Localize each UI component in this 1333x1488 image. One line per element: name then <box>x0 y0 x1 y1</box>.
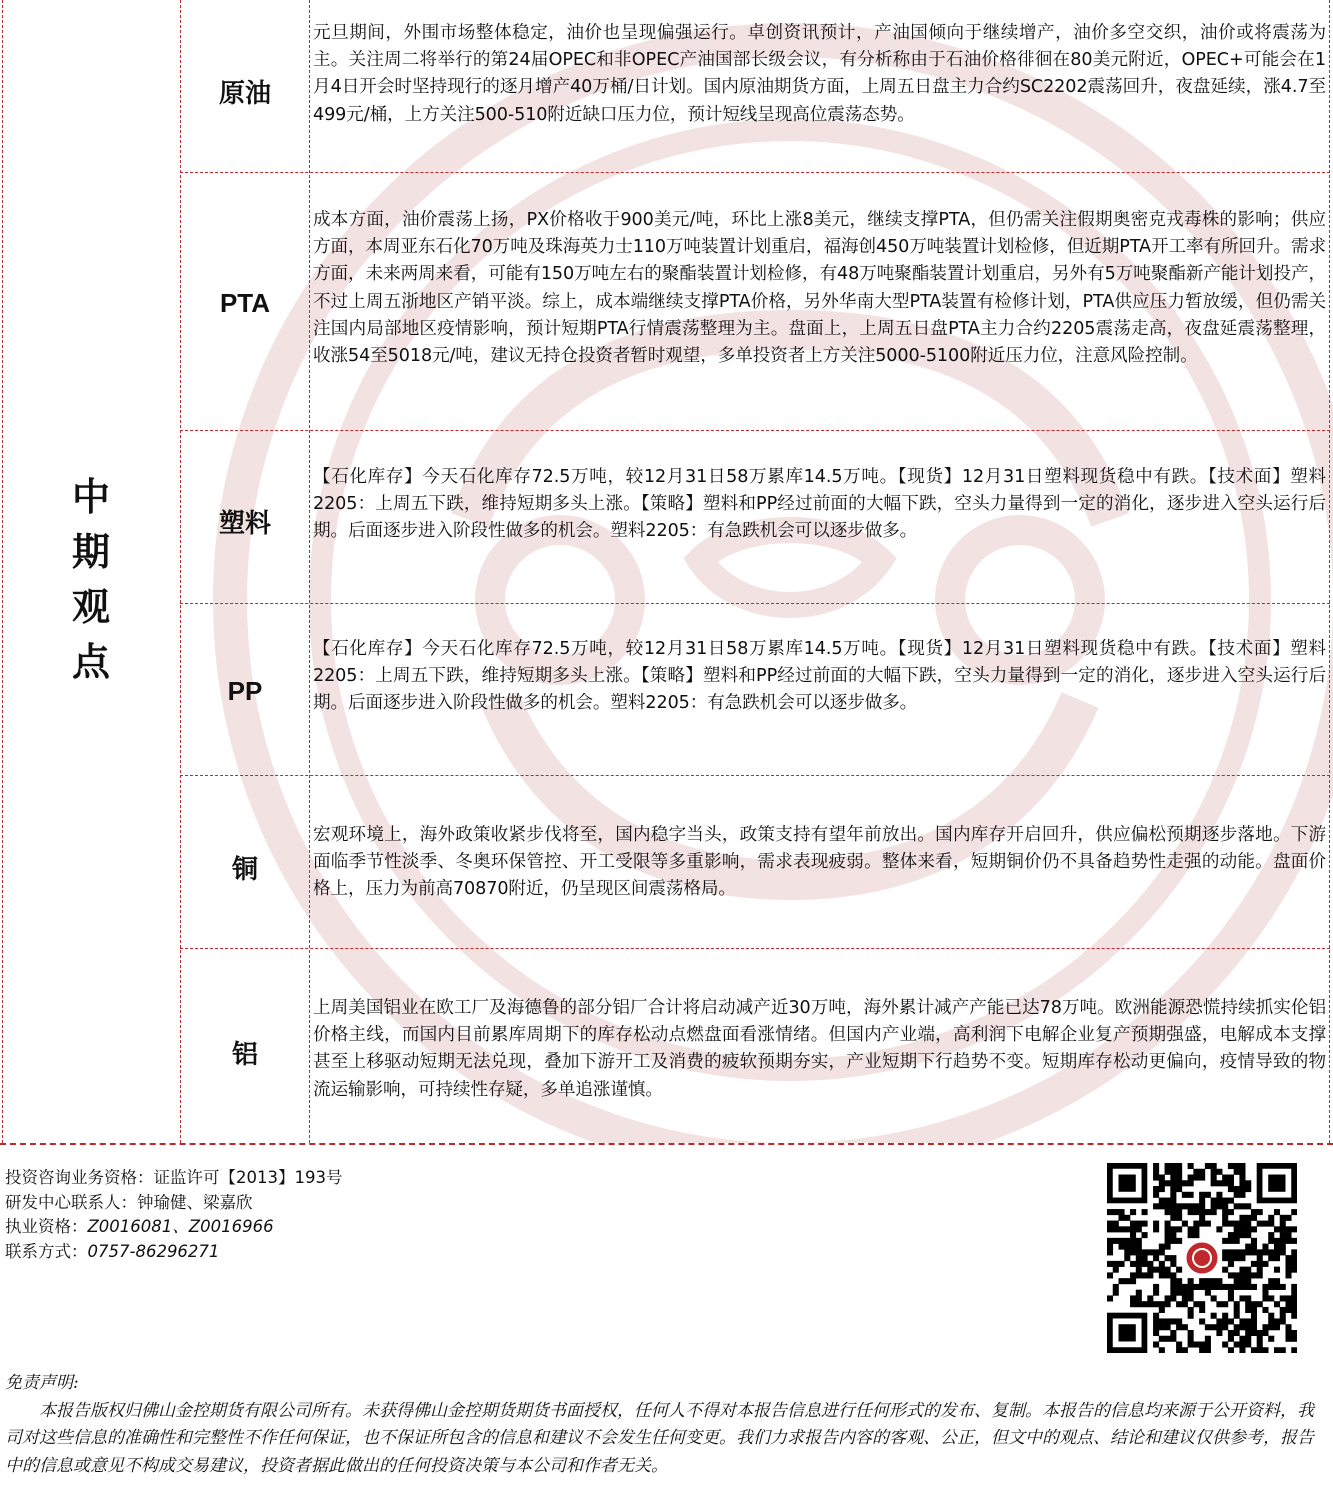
row-name-pp: PP <box>227 676 263 706</box>
phone-line: 联系方式：0757-86296271 <box>5 1241 220 1261</box>
row-text-aluminum: 上周美国铝业在欧工厂及海德鲁的部分铝厂合计将启动减产近30万吨，海外累计减产产能已达78万吨。欧洲能源恐慌持续抓实伦铝价格主线，而国内目前累库周期下的库存松动点燃盘面看涨情绪。但国内产业端，高利润下电解企业复产预期强盛，电解成本支撑甚至上移驱动短期无法兑现，叠加下游开工及消费的疲软预期夯实，产业短期下行趋势不变。短期库存松动更偏向，疫情导致的物流运输影响，可持续性存疑，多单追涨谨慎。 <box>313 998 1326 1100</box>
disclaimer <box>5 1370 1325 1480</box>
section-label-medium-term-view: 中 期 观 点 <box>71 475 110 684</box>
contact-person-line: 研发中心联系人：钟瑜健、梁嘉欣 <box>5 1192 253 1212</box>
qualification-line: 执业资格：Z0016081、Z0016966 <box>5 1217 274 1237</box>
row-name-pta: PTA <box>219 288 271 318</box>
disclaimer-body: 本报告版权归佛山金控期货有限公司所有。未获得佛山金控期货期货书面授权，任何人不得对本报告信息进行任何形式的发布、复制。本报告的信息均来源于公开资料，我司对这些信息的准确性和完整性不作任何保证，也不保证所包含的信息和建议不会发生任何变更。我们力求报告内容的客观、公正，但文中的观点、结论和建议仅供参考，报告中的信息或意见不构成交易建议，投资者据此做出的任何投资决策与本公司和作者无关。 <box>5 1400 1314 1476</box>
contact-info <box>5 1166 343 1264</box>
row-text-pta: 成本方面，油价震荡上扬，PX价格收于900美元/吨，环比上涨8美元，继续支撑PTA，但仍需关注假期奥密克戎毒株的影响；供应方面，本周亚东石化70万吨及珠海英力士110万吨装置计划重启，福海创450万吨装置计划检修，但近期PTA开工率有所回升。需求方面，未来两周来看，可能有150万吨左右的聚酯装置计划检修，有48万吨聚酯装置计划重启，另外有5万吨聚酯新产能计划投产，不过上周五浙地区产销平淡。综上，成本端继续支撑PTA价格，另外华南大型PTA装置有检修计划，PTA供应压力暂放缓，但仍需关注国内局部地区疫情影响，预计短期PTA行情震荡整理为主。盘面上，上周五日盘PTA主力合约2205震荡走高，夜盘延震荡整理，收涨54至5018元/吨，建议无持仓投资者暂时观望，多单投资者上方关注5000-5100附近压力位，注意风险控制。 <box>313 210 1326 367</box>
disclaimer-title: 免责声明: <box>5 1373 79 1393</box>
row-text-plastic: 【石化库存】今天石化库存72.5万吨，较12月31日58万累库14.5万吨。【现货】12月31日塑料现货稳中有跌。【技术面】塑料2205：上周五下跌，维持短期多头上涨。【策略】塑料和PP经过前面的大幅下跌，空头力量得到一定的消化，逐步进入空头运行后期。后面逐步进入阶段性做多的机会。塑料2205：有急跌机会可以逐步做多。 <box>313 467 1326 542</box>
row-text-copper: 宏观环境上，海外政策收紧步伐将至，国内稳字当头，政策支持有望年前放出。国内库存开启回升，供应偏松预期逐步落地。下游面临季节性淡季、冬奥环保管控、开工受限等多重影响，需求表现疲弱。整体来看，短期铜价仍不具备趋势性走强的动能。盘面价格上，压力为前高70870附近，仍呈现区间震荡格局。 <box>313 825 1326 900</box>
row-name-aluminum: 铝 <box>231 1039 258 1069</box>
license-line: 投资咨询业务资格：证监许可【2013】193号 <box>5 1168 343 1187</box>
row-name-crude-oil: 原油 <box>218 78 271 108</box>
row-name-copper: 铜 <box>231 854 258 884</box>
row-text-crude-oil: 元旦期间，外围市场整体稳定，油价也呈现偏强运行。卓创资讯预计，产油国倾向于继续增产，油价多空交织，油价或将震荡为主。关注周二将举行的第24届OPEC和非OPEC产油国部长级会议，有分析称由于石油价格徘徊在80美元附近，OPEC+可能会在1月4日开会时坚持现行的逐月增产40万桶/日计划。国内原油期货方面，上周五日盘主力合约SC2202震荡回升，夜盘延续，涨4.7至499元/桶，上方关注500-510附近缺口压力位，预计短线呈现高位震荡态势。 <box>313 23 1326 125</box>
row-name-plastic: 塑料 <box>218 508 271 538</box>
row-text-pp: 【石化库存】今天石化库存72.5万吨，较12月31日58万累库14.5万吨。【现货】12月31日塑料现货稳中有跌。【技术面】塑料2205：上周五下跌，维持短期多头上涨。【策略】塑料和PP经过前面的大幅下跌，空头力量得到一定的消化，逐步进入空头运行后期。后面逐步进入阶段性做多的机会。塑料2205：有急跌机会可以逐步做多。 <box>313 639 1326 714</box>
qr-code <box>1107 1163 1297 1353</box>
